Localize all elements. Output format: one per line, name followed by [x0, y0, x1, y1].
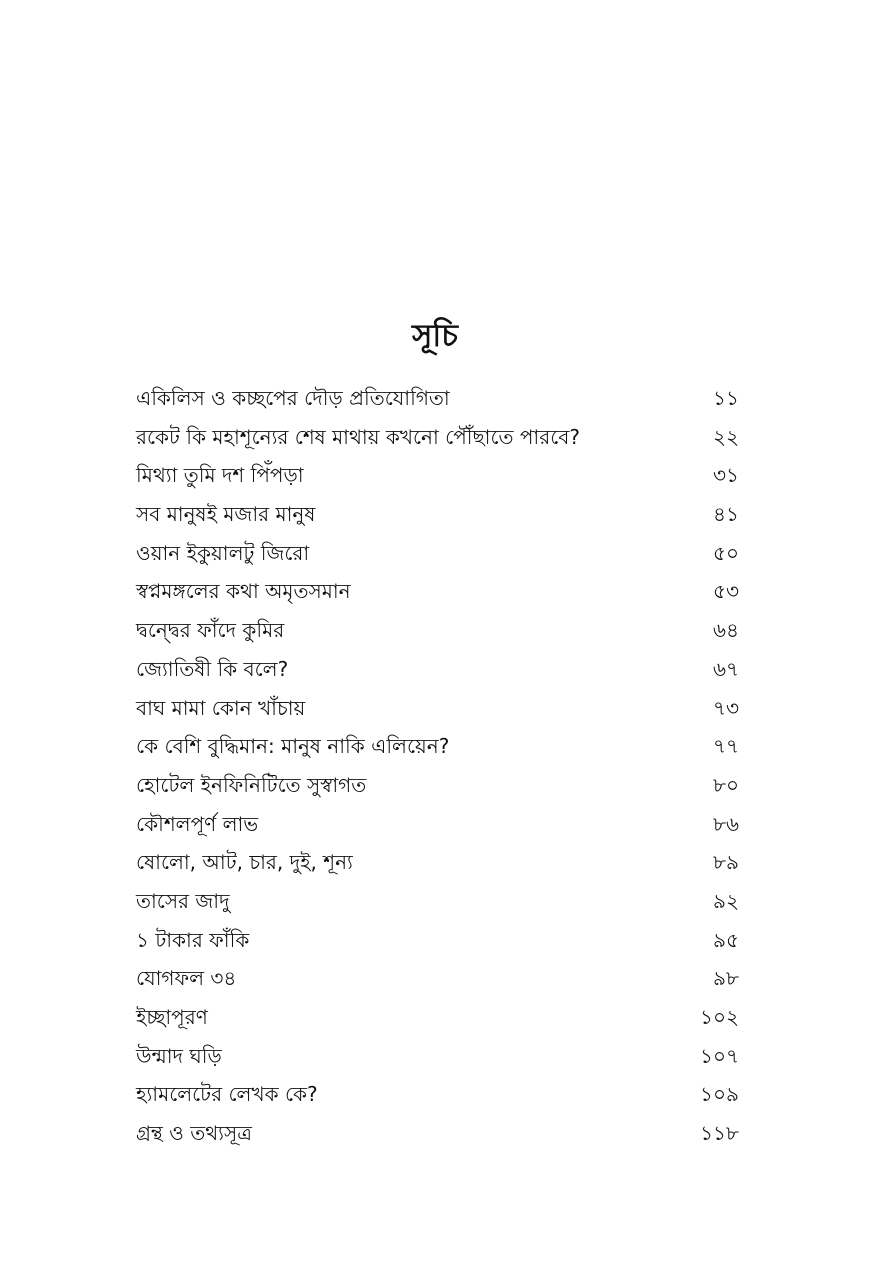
toc-entry: [136, 882, 739, 921]
toc-entry: [136, 650, 739, 689]
toc-entry-page: ৫৩: [713, 579, 739, 604]
toc-entry: [136, 805, 739, 844]
toc-entry-page: ৩১: [713, 463, 739, 488]
page-title: সূচি: [411, 318, 459, 354]
toc-entry-title: যোগফল ৩৪: [136, 966, 237, 991]
toc-entry: [136, 572, 739, 611]
toc-entry: [136, 379, 739, 418]
toc-entry-title: সব মানুষই মজার মানুষ: [136, 502, 316, 527]
toc-entry: [136, 689, 739, 728]
toc-entry-title: ইচ্ছাপূরণ: [136, 1005, 208, 1029]
toc-entry-page: ৬৪: [713, 618, 739, 643]
toc-entry-title: জ্যোতিষী কি বলে?: [136, 656, 289, 681]
toc-entry-page: ৯৮: [713, 966, 739, 991]
toc-entry: [136, 921, 739, 960]
toc-entry-title: গ্রন্থ ও তথ্যসূত্র: [136, 1121, 252, 1146]
toc-entry-page: ৫০: [713, 540, 739, 565]
toc-entry-title: কে বেশি বুদ্ধিমান: মানুষ নাকি এলিয়েন?: [136, 734, 450, 759]
toc-entry-title: একিলিস ও কচ্ছপের দৌড় প্রতিযোগিতা: [136, 386, 450, 410]
toc-entry-title: রকেট কি মহাশূন্যের শেষ মাথায় কখনো পৌঁছাতে পারবে?: [136, 424, 581, 449]
toc-entry-page: ৪১: [713, 502, 739, 527]
table-of-contents: [136, 379, 739, 1153]
toc-entry-title: ওয়ান ইকুয়ালটু জিরো: [136, 540, 310, 565]
toc-entry-page: ২২: [712, 424, 739, 449]
toc-entry-title: স্বপ্নমঙ্গলের কথা অমৃতসমান: [136, 579, 351, 604]
toc-entry-title: দ্বন্দ্বের ফাঁদে কুমির: [136, 618, 285, 643]
toc-entry-page: ১০৯: [700, 1082, 739, 1107]
toc-entry: [136, 1114, 739, 1153]
toc-entry-page: ৬৭: [712, 656, 739, 681]
toc-entry-page: ৮৬: [713, 811, 739, 836]
toc-entry-title: হোটেল ইনফিনিটিতে সুস্বাগত: [136, 772, 367, 797]
toc-entry-title: ১ টাকার ফাঁকি: [136, 927, 250, 952]
toc-entry-title: তাসের জাদু: [136, 888, 230, 913]
toc-entry-page: ৯২: [713, 888, 739, 913]
toc-entry-page: ১১৮: [700, 1121, 739, 1146]
toc-entry-page: ১১: [713, 386, 739, 410]
toc-entry-page: ৮০: [713, 772, 739, 797]
toc-entry-page: ৭৩: [712, 695, 739, 720]
toc-entry-title: ষোলো, আট, চার, দুই, শূন্য: [136, 850, 353, 875]
toc-entry-title: কৌশলপূর্ণ লাভ: [136, 811, 259, 836]
toc-entry: [136, 998, 739, 1037]
toc-entry-title: উন্মাদ ঘড়ি: [136, 1043, 222, 1068]
toc-entry: [136, 1075, 739, 1114]
toc-entry: [136, 418, 739, 457]
toc-entry: [136, 611, 739, 650]
toc-entry: [136, 959, 739, 998]
toc-entry-title: হ্যামলেটের লেখক কে?: [136, 1082, 318, 1107]
toc-entry-page: ৭৭: [712, 734, 739, 759]
toc-entry: [136, 495, 739, 534]
toc-entry: [136, 766, 739, 805]
toc-entry: [136, 727, 739, 766]
toc-entry-title: মিথ্যা তুমি দশ পিঁপড়া: [136, 463, 304, 488]
toc-entry: [136, 534, 739, 573]
toc-entry: [136, 843, 739, 882]
toc-entry-page: ১০৭: [700, 1043, 739, 1068]
toc-entry-page: ১০২: [700, 1005, 739, 1029]
toc-entry: [136, 1037, 739, 1076]
toc-entry-title: বাঘ মামা কোন খাঁচায়: [136, 695, 306, 720]
toc-entry-page: ৮৯: [713, 850, 739, 875]
toc-entry: [136, 456, 739, 495]
toc-entry-page: ৯৫: [713, 927, 739, 952]
